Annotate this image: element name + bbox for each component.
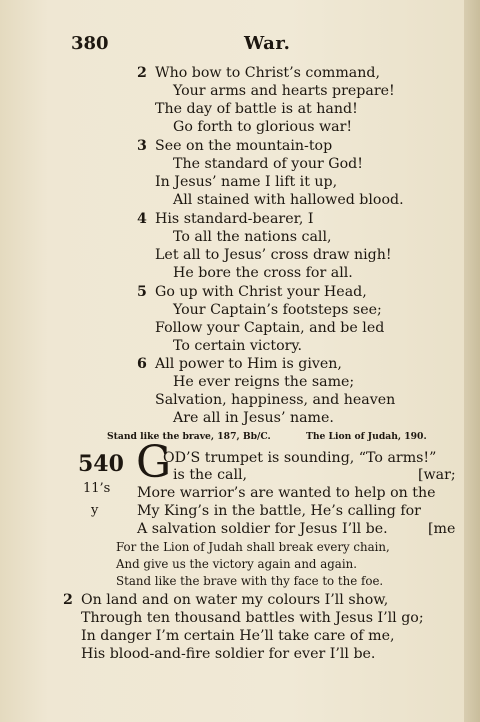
- verse-line: On land and on water my colours I’ll show,: [81, 592, 389, 608]
- verse-line: Go up with Christ your Head,: [155, 284, 367, 300]
- chorus-line: For the Lion of Judah shall break every chain,: [116, 540, 390, 554]
- verse-line: Go forth to glorious war!: [173, 119, 353, 135]
- verse-line: See on the mountain-top: [155, 138, 333, 154]
- verse-line: To all the nations call,: [173, 229, 332, 245]
- verse-line: His blood-and-fire soldier for ever I’ll be.: [81, 646, 376, 662]
- tune-reference: The Lion of Judah, 190.: [306, 431, 427, 442]
- verse-line: The standard of your God!: [173, 156, 363, 172]
- verse-line-continuation: [me: [428, 521, 456, 537]
- verse-number: 5: [137, 284, 147, 300]
- verse-line: Who bow to Christ’s command,: [155, 65, 380, 81]
- verse-line: More warrior’s are wanted to help on the: [137, 485, 436, 501]
- verse-line: is the call,: [173, 467, 248, 483]
- tune-reference: Stand like the brave, 187, Bb/C.: [107, 431, 271, 442]
- verse-line: His standard-bearer, I: [155, 211, 314, 227]
- drop-cap: G: [136, 437, 172, 488]
- verse-number: 3: [137, 138, 147, 154]
- page-edge: [464, 0, 480, 722]
- verse-line: All power to Him is given,: [155, 356, 342, 372]
- verse-line: My King’s in the battle, He’s calling for: [137, 503, 421, 519]
- section-title: War.: [244, 33, 291, 54]
- verse-line: Let all to Jesus’ cross draw nigh!: [155, 247, 392, 263]
- verse-line: To certain victory.: [173, 338, 303, 354]
- verse-number: 2: [137, 65, 147, 81]
- meter-label: y: [91, 503, 99, 518]
- verse-line: Your Captain’s footsteps see;: [173, 302, 382, 318]
- verse-line: In danger I’m certain He’ll take care of me,: [81, 628, 395, 644]
- verse-line: Are all in Jesus’ name.: [173, 410, 334, 426]
- meter-label: 11’s: [83, 481, 111, 496]
- verse-line: He bore the cross for all.: [173, 265, 353, 281]
- verse-line: In Jesus’ name I lift it up,: [155, 174, 338, 190]
- verse-number: 6: [137, 356, 147, 372]
- chorus-line: Stand like the brave with thy face to the foe.: [116, 574, 384, 588]
- verse-line: Salvation, happiness, and heaven: [155, 392, 396, 408]
- verse-line: Your arms and hearts prepare!: [173, 83, 395, 99]
- page-number: 380: [71, 33, 109, 54]
- hymn-number: 540: [78, 451, 124, 477]
- verse-line: Follow your Captain, and be led: [155, 320, 385, 336]
- verse-number: 4: [137, 211, 147, 227]
- verse-number: 2: [63, 592, 73, 608]
- verse-line-continuation: [war;: [418, 467, 456, 483]
- verse-line: All stained with hallowed blood.: [173, 192, 404, 208]
- verse-line: He ever reigns the same;: [173, 374, 355, 390]
- verse-line: A salvation soldier for Jesus I’ll be.: [137, 521, 388, 537]
- verse-line: The day of battle is at hand!: [155, 101, 358, 117]
- verse-line: Through ten thousand battles with Jesus I’ll go;: [81, 610, 424, 626]
- chorus-line: And give us the victory again and again.: [116, 557, 357, 571]
- verse-line: OD’S trumpet is sounding, “To arms!”: [163, 450, 437, 466]
